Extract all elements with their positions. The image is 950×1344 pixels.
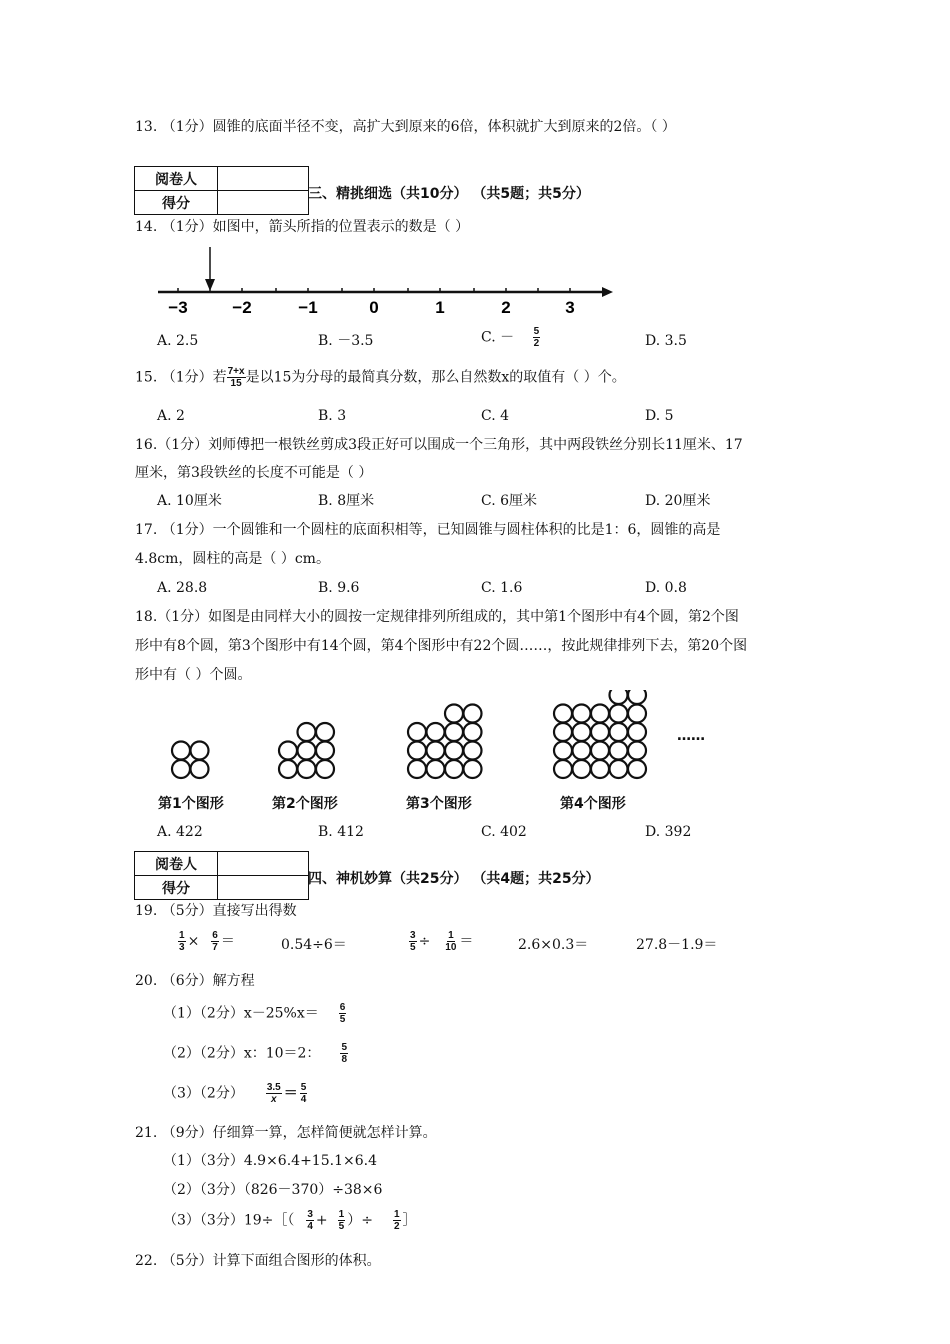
question-18-line3: 形中有（ ）个圆。	[135, 667, 252, 683]
tick-label: 3	[565, 298, 575, 317]
tick-label: −1	[298, 298, 318, 317]
q21-part-2: （2）（3分）（826－370）÷38×6	[163, 1182, 383, 1198]
q15-option-d[interactable]: D. 5	[645, 408, 674, 424]
q16-option-a[interactable]: A. 10厘米	[157, 493, 222, 509]
question-14: 14. （1分）如图中，箭头所指的位置表示的数是（ ）	[135, 219, 470, 235]
pattern-circle	[298, 723, 316, 741]
axis-arrow	[602, 287, 613, 297]
pattern-circle	[554, 705, 572, 723]
fraction: $\frac{5}{2}$	[533, 326, 540, 349]
pattern-circle	[445, 705, 463, 723]
question-19: 19. （5分）直接写出得数	[135, 903, 297, 919]
q17-option-d[interactable]: D. 0.8	[645, 580, 687, 596]
score-label: 得分	[135, 876, 218, 900]
q16-option-c[interactable]: C. 6厘米	[481, 493, 538, 509]
pattern-circle	[172, 742, 190, 760]
q21-part-3: （3）（3分）19÷［（ $\frac{3}{4}$ + $\frac{1}{5}$ ）÷ $\frac{1}{2}$ ］	[163, 1209, 417, 1232]
pattern-circle	[298, 742, 316, 760]
q19-item-3: $\frac{3}{5}$ ÷ $\frac{1}{10}$ ＝	[410, 930, 474, 953]
section-3-title: 三、精挑细选（共10分） （共5题；共5分）	[308, 186, 590, 202]
pattern-circle	[464, 705, 482, 723]
q14-option-b[interactable]: B. －3.5	[318, 333, 374, 349]
tick-label: −3	[168, 298, 188, 317]
tick-label: 1	[435, 298, 445, 317]
pattern-circle	[408, 760, 426, 778]
q21-part-1: （1）（3分）4.9×6.4+15.1×6.4	[163, 1153, 377, 1169]
tick-label: 2	[501, 298, 511, 317]
pattern-circle	[628, 705, 646, 723]
q16-option-d[interactable]: D. 20厘米	[645, 493, 711, 509]
pattern-circle	[610, 690, 628, 704]
pattern-circle	[591, 760, 609, 778]
q18-option-b[interactable]: B. 412	[318, 824, 364, 840]
ellipsis: ……	[677, 728, 705, 744]
score-box	[134, 851, 309, 900]
tick-label: −2	[232, 298, 252, 317]
pattern-circle	[591, 705, 609, 723]
question-16-line2: 厘米，第3段铁丝的长度不可能是（ ）	[135, 465, 373, 481]
question-20: 20. （6分）解方程	[135, 973, 255, 989]
reviewer-label: 阅卷人	[135, 167, 218, 191]
pattern-circle	[427, 723, 445, 741]
tick-label: 0	[369, 298, 379, 317]
pattern-circle	[464, 723, 482, 741]
pattern-circle	[573, 723, 591, 741]
q18-option-c[interactable]: C. 402	[481, 824, 527, 840]
score-field[interactable]	[218, 191, 309, 215]
pattern-circle	[445, 760, 463, 778]
question-18-line1: 18.（1分）如图是由同样大小的圆按一定规律排列所组成的，其中第1个图形中有4个圆，第2个图	[135, 609, 739, 625]
pattern-circle	[279, 760, 297, 778]
score-box	[134, 166, 309, 215]
score-field[interactable]	[218, 876, 309, 900]
q19-item-5: 27.8－1.9＝	[636, 937, 718, 953]
q18-option-a[interactable]: A. 422	[157, 824, 203, 840]
pattern-circle	[610, 723, 628, 741]
q14-c-prefix: C. －	[481, 329, 515, 346]
reviewer-label: 阅卷人	[135, 852, 218, 876]
fraction: $\frac{7+x}{15}$	[227, 366, 245, 389]
pattern-circle	[316, 742, 334, 760]
q14-option-c[interactable]	[481, 326, 542, 349]
q15-option-a[interactable]: A. 2	[157, 408, 185, 424]
pattern-circle	[610, 742, 628, 760]
pattern-circle	[445, 723, 463, 741]
reviewer-field[interactable]	[218, 167, 309, 191]
question-18-line2: 形中有8个圆，第3个图形中有14个圆，第4个图形中有22个圆……，按此规律排列下去，第20个图	[135, 638, 748, 654]
pattern-circle	[591, 742, 609, 760]
section-4-title: 四、神机妙算（共25分） （共4题；共25分）	[308, 871, 600, 887]
q14-option-a[interactable]: A. 2.5	[157, 333, 199, 349]
number-line	[150, 245, 620, 320]
figure-4-label: 第4个图形	[560, 796, 626, 812]
figure-2-label: 第2个图形	[272, 796, 338, 812]
q17-option-a[interactable]: A. 28.8	[157, 580, 208, 596]
question-17-line2: 4.8cm，圆柱的高是（ ）cm。	[135, 551, 330, 567]
question-15: 15. （1分）若 $\frac{7+x}{15}$ 是以15为分母的最简真分数，那么自然数x的取值有（ ）个。	[135, 366, 626, 389]
pattern-circle	[573, 705, 591, 723]
q14-option-d[interactable]: D. 3.5	[645, 333, 687, 349]
question-13: 13. （1分）圆锥的底面半径不变，高扩大到原来的6倍，体积就扩大到原来的2倍。（ ）	[135, 119, 676, 135]
pattern-circle	[554, 742, 572, 760]
reviewer-field[interactable]	[218, 852, 309, 876]
q19-item-4: 2.6×0.3＝	[518, 937, 589, 953]
pattern-circle	[279, 742, 297, 760]
pattern-circle	[610, 760, 628, 778]
question-16-line1: 16.（1分）刘师傅把一根铁丝剪成3段正好可以围成一个三角形，其中两段铁丝分别长11厘米、17	[135, 437, 743, 453]
pattern-circle	[591, 723, 609, 741]
pattern-circle	[427, 760, 445, 778]
pattern-circle	[610, 705, 628, 723]
pattern-circle	[316, 760, 334, 778]
q19-item-1: $\frac{1}{3}$ × $\frac{6}{7}$ ＝	[179, 930, 235, 953]
q20-part-3: （3）（2分） $\frac{3.5}{x}$ ＝ $\frac{5}{4}$	[163, 1082, 307, 1105]
pattern-circle	[445, 742, 463, 760]
q17-option-c[interactable]: C. 1.6	[481, 580, 523, 596]
figure-1-label: 第1个图形	[158, 796, 224, 812]
q16-option-b[interactable]: B. 8厘米	[318, 493, 375, 509]
pattern-circle	[316, 723, 334, 741]
pattern-circle	[573, 760, 591, 778]
pattern-circle	[298, 760, 316, 778]
pattern-circle	[628, 723, 646, 741]
q15-option-b[interactable]: B. 3	[318, 408, 347, 424]
pattern-circle	[408, 723, 426, 741]
figure-3-label: 第3个图形	[406, 796, 472, 812]
pattern-circle	[554, 760, 572, 778]
pattern-circle	[628, 690, 646, 704]
question-17-line1: 17. （1分）一个圆锥和一个圆柱的底面积相等，已知圆锥与圆柱体积的比是1：6，圆锥的高是	[135, 522, 721, 538]
score-label: 得分	[135, 191, 218, 215]
circle-pattern-figures	[0, 690, 950, 790]
pattern-circle	[191, 760, 209, 778]
pattern-circle	[427, 742, 445, 760]
pattern-circle	[554, 723, 572, 741]
pattern-circle	[172, 760, 190, 778]
pattern-circle	[464, 760, 482, 778]
pattern-circle	[628, 742, 646, 760]
pattern-circle	[191, 742, 209, 760]
pattern-circle	[408, 742, 426, 760]
q20-part-1: （1）（2分）x－25%x＝ $\frac{6}{5}$	[163, 1002, 346, 1025]
q18-option-d[interactable]: D. 392	[645, 824, 692, 840]
pattern-circle	[628, 760, 646, 778]
pattern-circle	[464, 742, 482, 760]
pattern-circle	[573, 742, 591, 760]
q20-part-2: （2）（2分）x：10＝2： $\frac{5}{8}$	[163, 1042, 347, 1065]
q15-option-c[interactable]: C. 4	[481, 408, 510, 424]
q17-option-b[interactable]: B. 9.6	[318, 580, 360, 596]
question-22: 22. （5分）计算下面组合图形的体积。	[135, 1253, 381, 1269]
question-21: 21. （9分）仔细算一算，怎样简便就怎样计算。	[135, 1125, 437, 1141]
q19-item-2: 0.54÷6＝	[281, 937, 347, 953]
